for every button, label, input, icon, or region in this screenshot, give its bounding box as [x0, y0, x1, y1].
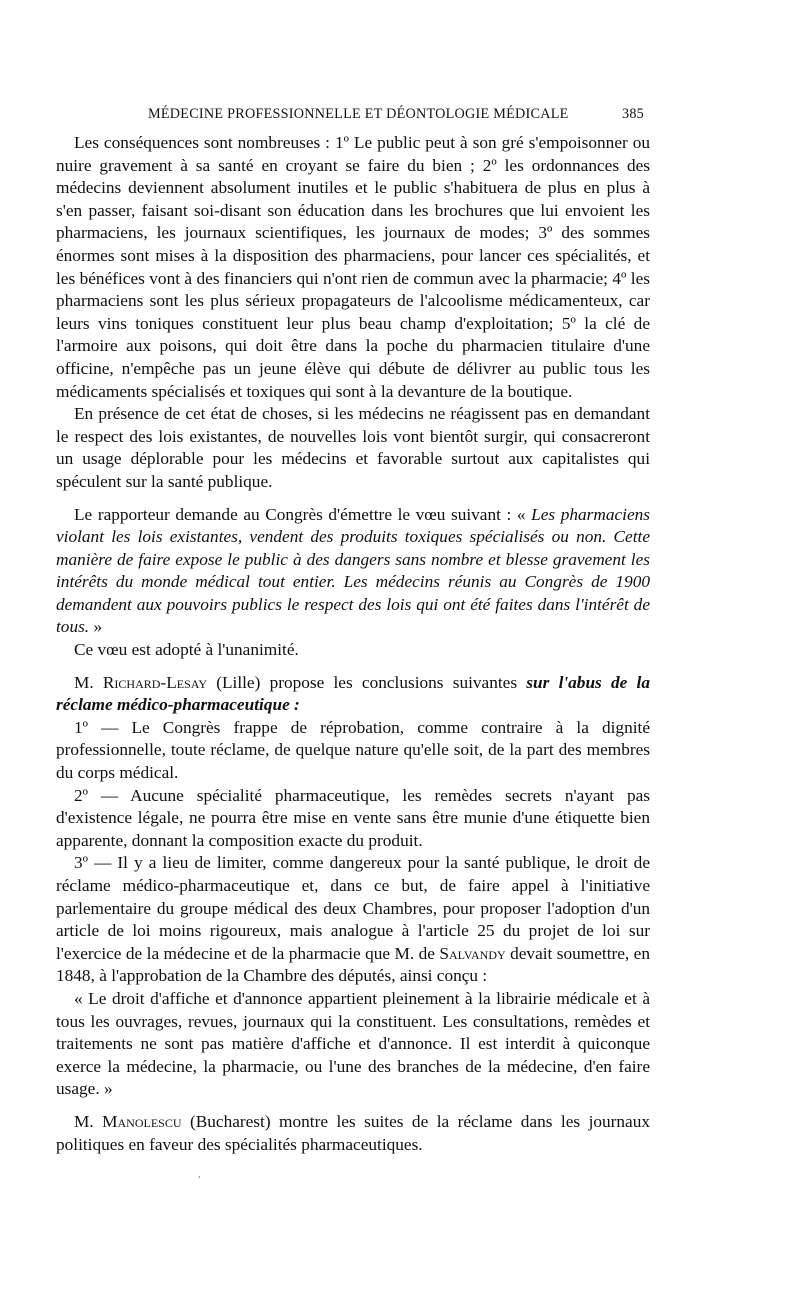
- paragraph-richard-lesay: [56, 672, 650, 717]
- rapporteur-intro: Le rapporteur demande au Congrès d'émettre le vœu suivant : «: [74, 504, 532, 524]
- paragraph-rapporteur: [56, 504, 650, 640]
- paragraph-adopted: Ce vœu est adopté à l'unanimité.: [74, 640, 299, 660]
- conclusion-3-text-a: 3º — Il y a lieu de limiter, comme dangereux pour la santé publique, le droit de réclame médico-pharmaceutique et, dans ce but, de faire appel à l'initiative parlementaire du groupe médical des deux Chambres, pour proposer l'adoption d'un article de loi moins rigoureux, mais analogue à l'article 25 du projet de loi sur l'exercice de la médecine et de la pharmacie que M. de: [56, 853, 650, 963]
- paragraph-consequences: Les conséquences sont nombreuses : 1º Le public peut à son gré s'empoisonner ou nuire gravement à sa santé en croyant se faire du bien ; 2º les ordonnances des médecins deviennent absolument inutiles et le public s'habituera de plus en plus à s'en passer, faisant soi-disant son éducation dans les brochures que lui envoient les pharmaciens, les journaux scientifiques, les journaux de modes; 3º des sommes énormes sont mises à la disposition des pharmaciens, pour lancer ces spécialités, et les bénéfices vont à des financiers qui n'ont rien de commun avec la pharmacie; 4º les pharmaciens sont les plus sérieux propagateurs de l'alcoolisme médicamenteux, car leurs vins toniques constituent leur plus beau champ d'exploitation; 5º la clé de l'armoire aux poisons, qui doit être dans la poche du pharmacien titulaire d'une officine, n'empêche pas un jeune élève qui débute de délivrer au public tous les médicaments spécialisés et toxiques qui sont à la devanture de la boutique.: [56, 133, 650, 401]
- salvandy-name: Salvandy: [439, 943, 506, 963]
- speaker-name-2: M. Manolescu: [74, 1111, 182, 1131]
- speaker-name: M. Richard-Lesay: [74, 672, 207, 692]
- body-text: [56, 132, 650, 1156]
- proposal-topic: sur l'abus de la réclame médico-pharmaceutique :: [56, 672, 650, 715]
- paragraph-presence: En présence de cet état de choses, si les médecins ne réagissent pas en demandant le respect des lois existantes, de nouvelles lois vont bientôt surgir, qui consacreront un usage déplorable pour les médecins et favorable surtout aux capitalistes qui spéculent sur la santé publique.: [56, 404, 650, 491]
- paragraph-manolescu: [56, 1111, 650, 1156]
- running-title: MÉDECINE PROFESSIONNELLE ET DÉONTOLOGIE MÉDICALE: [148, 106, 569, 122]
- quoted-article: « Le droit d'affiche et d'annonce appartient pleinement à la librairie médicale et à tous les ouvrages, revues, journaux qui la constituent. Les consultations, remèdes et traitements ne sont pas matière d'affiche et d'annonce. Il est interdit à quiconque exerce la médecine, la pharmacie, ou l'une des branches de la médecine, d'en faire usage. »: [56, 988, 650, 1099]
- stray-mark: ,: [198, 1168, 201, 1180]
- proposal-intro: (Lille) propose les conclusions suivantes: [206, 672, 527, 692]
- quote-close: »: [89, 617, 103, 637]
- manolescu-text: (Bucharest) montre les suites de la réclame dans les journaux politiques en faveur des spécialités pharmaceutiques.: [56, 1111, 650, 1154]
- conclusion-3-text-b: devait soumettre, en 1848, à l'approbation de la Chambre des députés, ainsi conçu :: [56, 943, 650, 986]
- wish-quote: Les pharmaciens violant les lois existantes, vendent des produits toxiques spécialisés ou non. Cette manière de faire expose le public à des dangers sans nombre et blesse gravement les intérêts du monde médical tout entier. Les médecins réunis au Congrès de 1900 demandent aux pouvoirs publics le respect des lois qui ont été faites dans l'intérêt de tous.: [56, 504, 650, 637]
- conclusion-2: 2º — Aucune spécialité pharmaceutique, les remèdes secrets n'ayant pas d'existence légale, ne pourra être mise en vente sans être munie d'une étiquette bien apparente, donnant la composition exacte du produit.: [56, 785, 650, 850]
- conclusion-1: 1º — Le Congrès frappe de réprobation, comme contraire à la dignité professionnelle, toute réclame, de quelque nature qu'elle soit, de la part des membres du corps médical.: [56, 717, 650, 783]
- conclusion-3: [56, 852, 650, 988]
- page-number: 385: [621, 106, 644, 122]
